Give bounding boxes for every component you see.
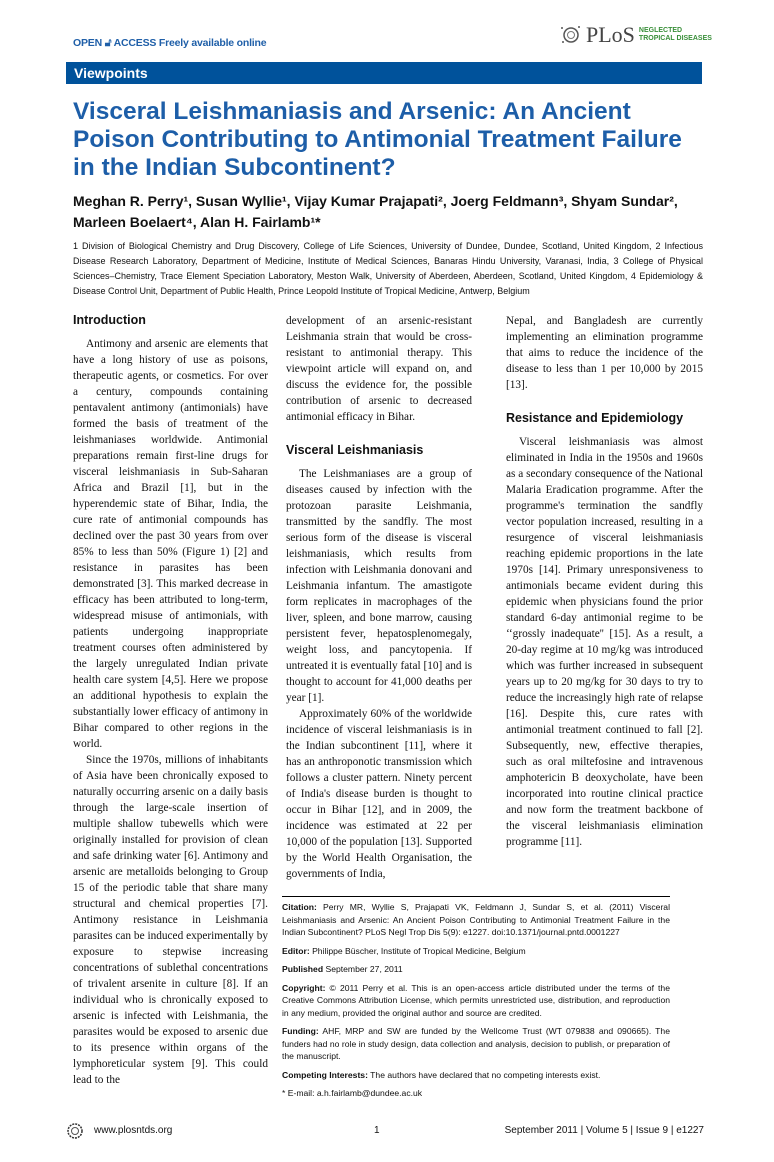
- paragraph: Visceral leishmaniasis was almost eliminated in India in the 1950s and 1960s as a secondary consequence of the National Malaria Eradication programme. After the programme's termination the sandfly vector population increased, resulting in a resurgence of visceral leishmaniasis reaching epidemic proportions in the late 1970s [14]. Primary unresponsiveness to antimonials became evident during this epidemic when physicians found the prior standard 6-day antimonial regime to be ‘‘grossly inadequate'' [15]. As a result, a 20-day regime at 10 mg/kg was introduced which was further increased in subsequent years up to 20 mg/kg for 30 days to try to reduce the increasingly high rate of relapse [16]. Despite this, cure rates with antimonial treatment continued to fall [2]. Subsequently, new, effective therapies, such as oral miltefosine and intravenous amphotericin B deoxycholate, have been incorporated into routine clinical practice and now form the treatment backbone of the visceral leishmaniasis elimination programme [11].: [506, 436, 703, 848]
- funding: [282, 1025, 670, 1063]
- competing-label: Competing Interests:: [282, 1069, 368, 1080]
- editor-text: Philippe Büscher, Institute of Tropical Medicine, Belgium: [309, 945, 526, 956]
- corresponding-email[interactable]: * E-mail: a.h.fairlamb@dundee.ac.uk: [282, 1088, 423, 1098]
- citation: [282, 901, 670, 939]
- issue-info: September 2011 | Volume 5 | Issue 9 | e1227: [504, 1125, 704, 1136]
- competing-interests: [282, 1069, 670, 1082]
- page-number: 1: [374, 1125, 380, 1136]
- funding-text: AHF, MRP and SW are funded by the Wellcome Trust (WT 079838 and 090665). The funders had no role in study design, data collection and analysis, decision to publish, or preparation of the manuscript.: [282, 1026, 670, 1061]
- body-columns: [73, 313, 703, 1106]
- plos-seal-icon: [64, 1120, 86, 1142]
- article-info-box: [282, 896, 670, 1100]
- copyright: [282, 982, 670, 1020]
- affiliations: 1 Division of Biological Chemistry and Drug Discovery, College of Life Sciences, University of Dundee, Dundee, Scotland, United Kingdom, 2 Infectious Disease Research Laboratory, Department of Medicine, Institute of Medical Sciences, Banaras Hindu University, Varanasi, India, 3 College of Physical Sciences–Chemistry, Trace Element Speciation Laboratory, Meston Walk, University of Aberdeen, Aberdeen, Scotland, United Kingdom, 4 Epidemiology & Disease Control Unit, Department of Public Health, Prince Leopold Institute of Tropical Medicine, Antwerp, Belgium: [73, 241, 703, 296]
- column-2: [286, 313, 472, 882]
- journal-line2: TROPICAL DISEASES: [638, 35, 712, 42]
- copyright-label: Copyright:: [282, 982, 326, 993]
- citation-label: Citation:: [282, 902, 317, 912]
- heading-visceral-leishmaniasis: Visceral Leishmaniasis: [286, 443, 424, 457]
- journal-line1: NEGLECTED: [638, 27, 683, 34]
- heading-resistance-epidemiology: Resistance and Epidemiology: [506, 411, 684, 425]
- column-1: [73, 313, 268, 1088]
- editor: [282, 945, 670, 958]
- access-label: ACCESS: [113, 37, 157, 49]
- page-footer: [64, 1120, 704, 1142]
- copyright-text: © 2011 Perry et al. This is an open-access article distributed under the terms of the Creative Commons Attribution License, which permits unrestricted use, distribution, and reproduction in any medium, provided the original author and source are credited.: [282, 982, 670, 1018]
- article-main: [73, 0, 703, 1162]
- paragraph: Antimony and arsenic are elements that have a long history of use as poisons, therapeutic agents, or cosmetics. For over a century, compounds containing pentavalent antimony (antimonials) have formed the basis of treatment of the leishmaniases worldwide. Antimonial preparations remain first-line drugs for visceral leishmaniasis in Sub-Saharan Africa and Brazil [1], but in the hyperendemic state of Bihar, India, the cure rate of antimonial compounds has declined over the past 30 years from over 85% to less than 50% (Figure 1) [2] and resistance in parasites has been demonstrated [3]. This marked decrease in efficacy has been attributed to long-term, widespread misuse of antimonials, with patients undergoing inappropriate treatment courses often administered by the largely unregulated Indian private health care system [4,5]. Here we propose an additional hypothesis to explain the substantially lower efficacy of antimony in Bihar compared to other regions in the world.: [73, 338, 268, 750]
- published-label: Published: [282, 964, 324, 974]
- published-date: September 27, 2011: [323, 964, 403, 974]
- right-area: [282, 313, 703, 1106]
- open-label: OPEN: [73, 37, 102, 49]
- lock-icon: 🔓︎: [104, 37, 112, 49]
- funding-label: Funding:: [282, 1026, 319, 1036]
- published: [282, 963, 670, 976]
- paragraph: Nepal, and Bangladesh are currently implementing an elimination programme that aims to reduce the incidence of the disease to less than 1 per 10,000 by 2015 [13].: [506, 315, 703, 391]
- paragraph: Approximately 60% of the worldwide incidence of visceral leishmaniasis is in the Indian subcontinent [11], where it has an anthroponotic transmission which follows a cluster pattern. Ninety percent of India's disease burden is thought to occur in Bihar [12], and in 2009, the incidence was estimated at 22 per 10,000 of the population [13]. Supported by the World Health Organisation, the governments of India,: [286, 708, 472, 880]
- citation-text: Perry MR, Wyllie S, Prajapati VK, Feldmann J, Sundar S, et al. (2011) Visceral Leishmaniasis and Arsenic: An Ancient Poison Contributing to Antimonial Treatment Failure in the Indian Subcontinent? PLoS Negl Trop Dis 5(9): e1227. doi:10.1371/journal.pntd.0001227: [282, 902, 670, 937]
- paragraph: Since the 1970s, millions of inhabitants of Asia have been chronically exposed to naturally occurring arsenic on a daily basis through the large-scale insertion of multiple shallow tubewells which were originally installed for provision of clean and safe drinking water [6]. Antimony and arsenic are metalloids belonging to Group 15 of the periodic table that share many structural and chemical properties [7]. Antimony resistance in Leishmania parasites can be induced experimentally by exposure to stepwise increasing concentrations of sublethal concentrations of trivalent arsenite in culture [8]. If an individual who is chronically exposed to arsenic is infected with Leishmania, the parasites would be exposed to arsenic due to its presence within organs of the lymphoreticular system [9]. This could lead to the: [73, 754, 268, 1086]
- footer-left: [64, 1120, 374, 1142]
- section-band: Viewpoints: [66, 62, 702, 84]
- heading-introduction: Introduction: [73, 313, 146, 327]
- article-title: Visceral Leishmaniasis and Arsenic: An Ancient Poison Contributing to Antimonial Treatment Failure in the Indian Subcontinent?: [73, 98, 682, 181]
- column-3: [506, 313, 703, 850]
- plos-wordmark: PLoS: [586, 22, 635, 47]
- author-list: Meghan R. Perry¹, Susan Wyllie¹, Vijay Kumar Prajapati², Joerg Feldmann³, Shyam Sundar², Marleen Boelaert⁴, Alan H. Fairlamb¹*: [73, 193, 678, 230]
- editor-label: Editor:: [282, 945, 310, 956]
- paragraph: The Leishmaniases are a group of diseases caused by infection with the protozoan parasite Leishmania, transmitted by the sandfly. The most serious form of the disease is visceral leishmaniasis, which results from infection with Leishmania donovani and Leishmania infantum. The amastigote form replicates in macrophages of the liver, spleen, and bone marrow, causing persistent fever, hepatosplenomegaly, weight loss, and pancytopenia. If untreated it is eventually fatal [10] and is thought to account for 41,000 deaths per year [1].: [286, 468, 472, 704]
- right-columns: [286, 313, 703, 882]
- freely-available-label: Freely available online: [158, 37, 267, 49]
- paragraph: development of an arsenic-resistant Leishmania strain that would be cross-resistant to antimonial therapy. This viewpoint article will expand on, and discuss the evidence for, the possible contribution of arsenic to decreased antimonial efficacy in Bihar.: [286, 315, 472, 423]
- journal-url-link[interactable]: www.plosntds.org: [94, 1125, 173, 1136]
- competing-text: The authors have declared that no competing interests exist.: [367, 1069, 601, 1080]
